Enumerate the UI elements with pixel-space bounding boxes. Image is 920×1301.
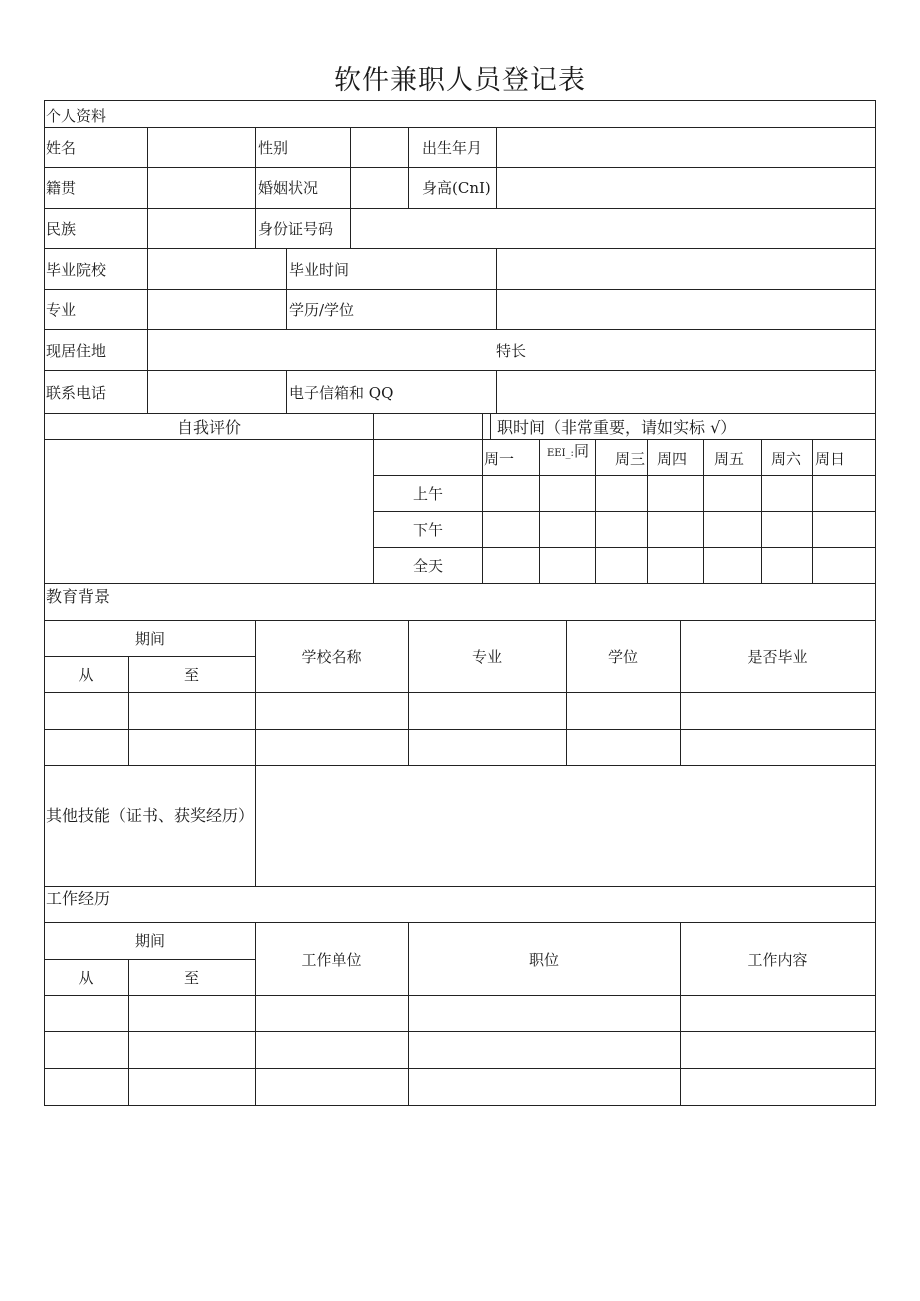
work-from-label: 从 [78, 969, 94, 987]
slot-sun-pm[interactable] [813, 512, 875, 547]
slot-mon-pm[interactable] [483, 512, 539, 547]
native-field[interactable] [148, 168, 255, 208]
slot-tue-day[interactable] [540, 548, 595, 583]
native-label: 籍贯 [46, 179, 77, 197]
slot-thu-day[interactable] [648, 548, 703, 583]
slot-sat-pm[interactable] [762, 512, 812, 547]
major-label: 专业 [46, 301, 77, 319]
work-company-col: 工作单位 [301, 951, 362, 969]
self-eval-field[interactable] [45, 440, 373, 583]
edu-major-col: 专业 [471, 648, 502, 666]
id-label: 身份证号码 [258, 220, 334, 238]
phone-label: 联系电话 [46, 384, 107, 402]
day-sun: 周日 [815, 450, 846, 468]
day-tue: 同 [574, 442, 590, 460]
slot-fri-am[interactable] [704, 476, 761, 511]
slot-tue-pm[interactable] [540, 512, 595, 547]
ethnic-field[interactable] [148, 209, 255, 248]
skills-label: 其他技能（证书、获奖经历） [46, 806, 255, 825]
day-fri: 周五 [714, 450, 745, 468]
slot-sun-am[interactable] [813, 476, 875, 511]
period-morning: 上午 [413, 485, 444, 503]
school-label: 毕业院校 [46, 261, 107, 279]
edu-from-label: 从 [78, 666, 94, 684]
slot-thu-am[interactable] [648, 476, 703, 511]
education-section-label: 教育背景 [46, 587, 111, 606]
slot-wed-day[interactable] [596, 548, 647, 583]
slot-fri-day[interactable] [704, 548, 761, 583]
address-label: 现居住地 [46, 342, 107, 360]
name-label: 姓名 [46, 139, 77, 157]
major-field[interactable] [148, 290, 286, 329]
work-content-col: 工作内容 [747, 951, 808, 969]
name-field[interactable] [148, 128, 255, 167]
edu-graduated-col: 是否毕业 [747, 648, 808, 666]
email-field[interactable] [497, 371, 875, 413]
slot-mon-day[interactable] [483, 548, 539, 583]
form-title: 软件兼职人员登记表 [334, 65, 586, 96]
availability-header: 职时间（非常重要，请如实标 √） [497, 418, 737, 437]
work-row[interactable] [45, 1032, 875, 1068]
slot-sat-day[interactable] [762, 548, 812, 583]
work-section-label: 工作经历 [46, 889, 111, 908]
birth-label: 出生年月 [422, 139, 483, 157]
skills-field[interactable] [256, 766, 875, 886]
id-field[interactable] [351, 209, 875, 248]
period-allday: 全天 [413, 557, 444, 575]
work-position-col: 职位 [528, 951, 559, 969]
height-label: 身高(CnI) [422, 179, 491, 197]
birth-field[interactable] [497, 128, 875, 167]
personal-section-label: 个人资料 [46, 107, 107, 125]
marital-label: 婚姻状况 [258, 179, 319, 197]
phone-field[interactable] [148, 371, 286, 413]
work-row[interactable] [45, 996, 875, 1031]
marital-field[interactable] [351, 168, 408, 208]
ethnic-label: 民族 [46, 220, 77, 238]
slot-wed-am[interactable] [596, 476, 647, 511]
address-specialty-field[interactable] [148, 330, 875, 370]
slot-sun-day[interactable] [813, 548, 875, 583]
slot-mon-am[interactable] [483, 476, 539, 511]
grad-time-label: 毕业时间 [289, 261, 350, 279]
work-period-label: 期间 [134, 932, 165, 950]
gender-field[interactable] [351, 128, 408, 167]
edu-row[interactable] [45, 730, 875, 765]
work-row[interactable] [45, 1069, 875, 1105]
period-afternoon: 下午 [413, 521, 444, 539]
self-eval-label: 自我评价 [177, 418, 242, 437]
slot-thu-pm[interactable] [648, 512, 703, 547]
slot-tue-am[interactable] [540, 476, 595, 511]
slot-fri-pm[interactable] [704, 512, 761, 547]
day-wed: 周三 [615, 450, 646, 468]
degree-label: 学历/学位 [289, 301, 355, 319]
specialty-label: 特长 [496, 342, 527, 360]
edu-row[interactable] [45, 693, 875, 729]
day-mon: 周一 [484, 450, 515, 468]
height-field[interactable] [497, 168, 875, 208]
grad-time-field[interactable] [497, 249, 875, 289]
day-sat: 周六 [771, 450, 802, 468]
edu-period-label: 期间 [134, 630, 165, 648]
email-label: 电子信箱和 QQ [289, 384, 394, 402]
day-thu: 周四 [657, 450, 688, 468]
school-field[interactable] [148, 249, 286, 289]
edu-degree-col: 学位 [607, 648, 638, 666]
day-tue-fragment: EEI_: [547, 448, 574, 459]
gender-label: 性别 [258, 139, 289, 157]
slot-wed-pm[interactable] [596, 512, 647, 547]
edu-school-col: 学校名称 [301, 648, 362, 666]
work-to-label: 至 [183, 969, 199, 987]
slot-sat-am[interactable] [762, 476, 812, 511]
edu-to-label: 至 [183, 666, 199, 684]
degree-field[interactable] [497, 290, 875, 329]
